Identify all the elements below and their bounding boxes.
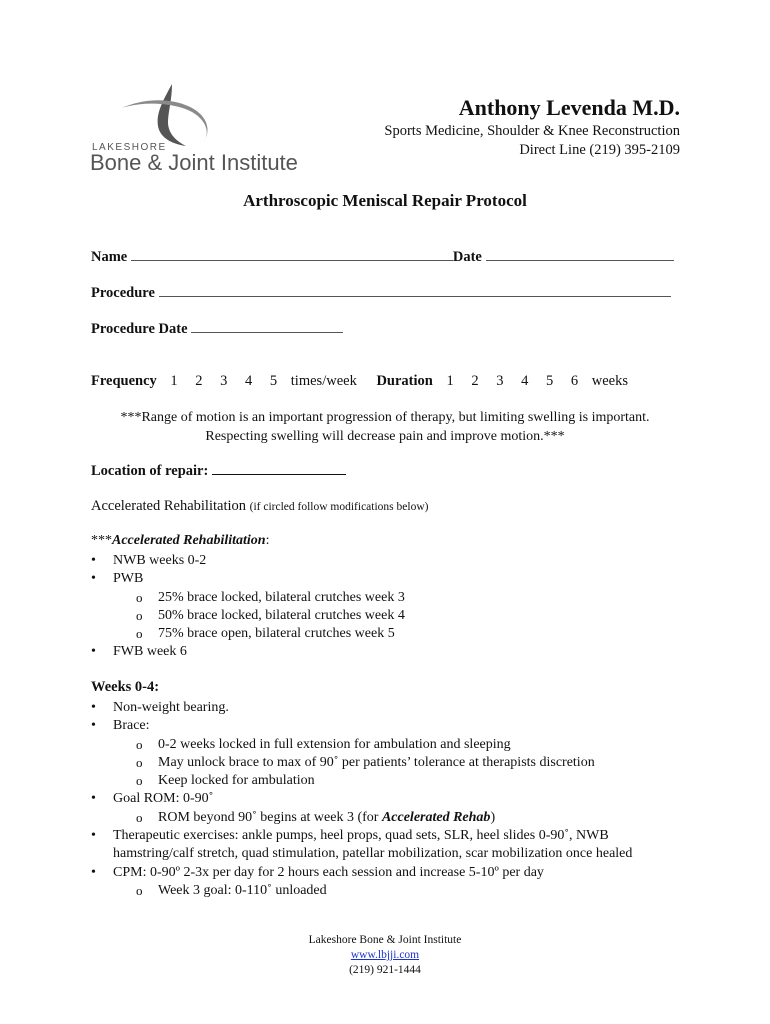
location-row [91,462,346,480]
swelling-note [0,409,770,446]
brace-sublist [113,736,691,791]
procedure-field[interactable] [159,284,671,297]
goal-rom-sublist [113,809,691,827]
accelerated-subtitle-suffix: : [265,533,270,548]
frequency-option[interactable]: 5 [269,373,278,389]
duration-label: Duration [376,373,433,389]
name-label: Name [91,249,128,265]
accelerated-subtitle-prefix: *** [91,533,112,548]
sub-list-item: o 50% brace locked, bilateral crutches week 4 [113,607,691,625]
sub-list-item: o May unlock brace to max of 90˚ per patients’ tolerance at therapists discretion [113,754,691,772]
list-item [91,864,691,901]
duration-unit: weeks [591,373,628,389]
doctor-name: Anthony Levenda M.D. [458,95,680,120]
accelerated-heading-row [91,498,428,515]
swelling-note-line2: Respecting swelling will decrease pain and improve motion.*** [205,428,565,444]
frequency-option[interactable]: 2 [195,373,203,389]
cpm-sublist [113,882,691,900]
sub-list-item: o 0-2 weeks locked in full extension for ambulation and sleeping [113,736,691,754]
procedure-date-field[interactable] [191,320,343,333]
duration-option[interactable]: 1 [446,373,454,389]
procedure-row [91,284,671,302]
frequency-option[interactable]: 1 [170,373,178,389]
accelerated-list [91,552,691,662]
location-label: Location of repair: [91,463,209,479]
frequency-option[interactable]: 4 [245,373,253,389]
accelerated-heading: Accelerated Rehabilitation [91,498,246,514]
list-item [91,552,691,570]
frequency-option[interactable]: 3 [220,373,228,389]
footer-name: Lakeshore Bone & Joint Institute [308,934,462,946]
doctor-header [384,94,680,160]
date-field[interactable] [486,248,674,261]
list-item-text: hamstring/calf stretch, quad stimulation, patellar mobilization, scar mobilization once healed [113,846,633,862]
procedure-label: Procedure [91,285,155,301]
accelerated-subtitle-text: Accelerated Rehabilitation [112,533,266,548]
institute-logo [88,82,298,177]
footer-phone: (219) 921-1444 [349,964,421,976]
weeks-0-4-heading: Weeks 0-4: [91,679,160,695]
procedure-date-row [91,320,343,338]
doctor-specialty: Sports Medicine, Shoulder & Knee Reconstruction [384,123,680,139]
sub-list-item-emphasis: Accelerated Rehab [381,809,491,825]
footer-website-link[interactable]: www.lbjji.com [350,949,420,961]
frequency-label: Frequency [91,373,157,389]
accelerated-heading-note: (if circled follow modifications below) [249,501,429,513]
duration-option[interactable]: 3 [496,373,504,389]
list-item-text: FWB week 6 [113,644,187,660]
sub-list-item [113,809,691,827]
weeks-0-4-list [91,699,691,900]
list-item [91,790,691,827]
sub-list-item-end: ) [490,809,496,825]
duration-option[interactable]: 2 [471,373,479,389]
duration-option[interactable]: 6 [570,373,579,389]
pwb-sublist [113,589,691,644]
list-item [91,827,691,864]
sub-list-item: o Week 3 goal: 0-110˚ unloaded [113,882,691,900]
list-item-text: PWB [113,571,144,587]
logo-big-text: Bone & Joint Institute [90,150,298,175]
list-item-text: Goal ROM: 0-90˚ [113,791,214,807]
list-item-text: CPM: 0-90º 2-3x per day for 2 hours each session and increase 5-10º per day [113,864,544,880]
location-field[interactable] [212,462,346,475]
sub-list-item: o 25% brace locked, bilateral crutches week 3 [113,589,691,607]
list-item [91,699,691,717]
list-item-text: Brace: [113,718,150,734]
list-item [91,643,691,661]
name-date-row [91,248,674,266]
procedure-date-label: Procedure Date [91,321,188,337]
list-item-text: NWB weeks 0-2 [113,553,207,568]
sub-list-item-text: ROM beyond 90˚ begins at week 3 (for [158,809,382,825]
name-field[interactable] [131,248,453,261]
frequency-duration-row [91,373,628,390]
duration-option[interactable]: 4 [521,373,529,389]
date-label: Date [452,249,482,265]
sub-list-item: o Keep locked for ambulation [113,772,691,790]
frequency-unit: times/week [290,373,357,389]
page-title: Arthroscopic Meniscal Repair Protocol [243,191,527,210]
list-item-text: Non-weight bearing. [113,700,229,715]
swelling-note-line1: ***Range of motion is an important progression of therapy, but limiting swelling is important. [120,410,650,425]
doctor-direct-line: Direct Line (219) 395-2109 [519,142,680,158]
list-item-text: • Therapeutic exercises: ankle pumps, heel props, quad sets, SLR, heel slides 0-90˚, NWB [113,828,609,844]
duration-option[interactable]: 5 [545,373,554,389]
page-footer [0,933,770,978]
list-item [91,570,691,643]
list-item [91,717,691,790]
accelerated-subtitle [91,533,270,549]
logo-small-text: LAKESHORE [92,142,167,153]
sub-list-item: o 75% brace open, bilateral crutches week 5 [113,625,691,643]
